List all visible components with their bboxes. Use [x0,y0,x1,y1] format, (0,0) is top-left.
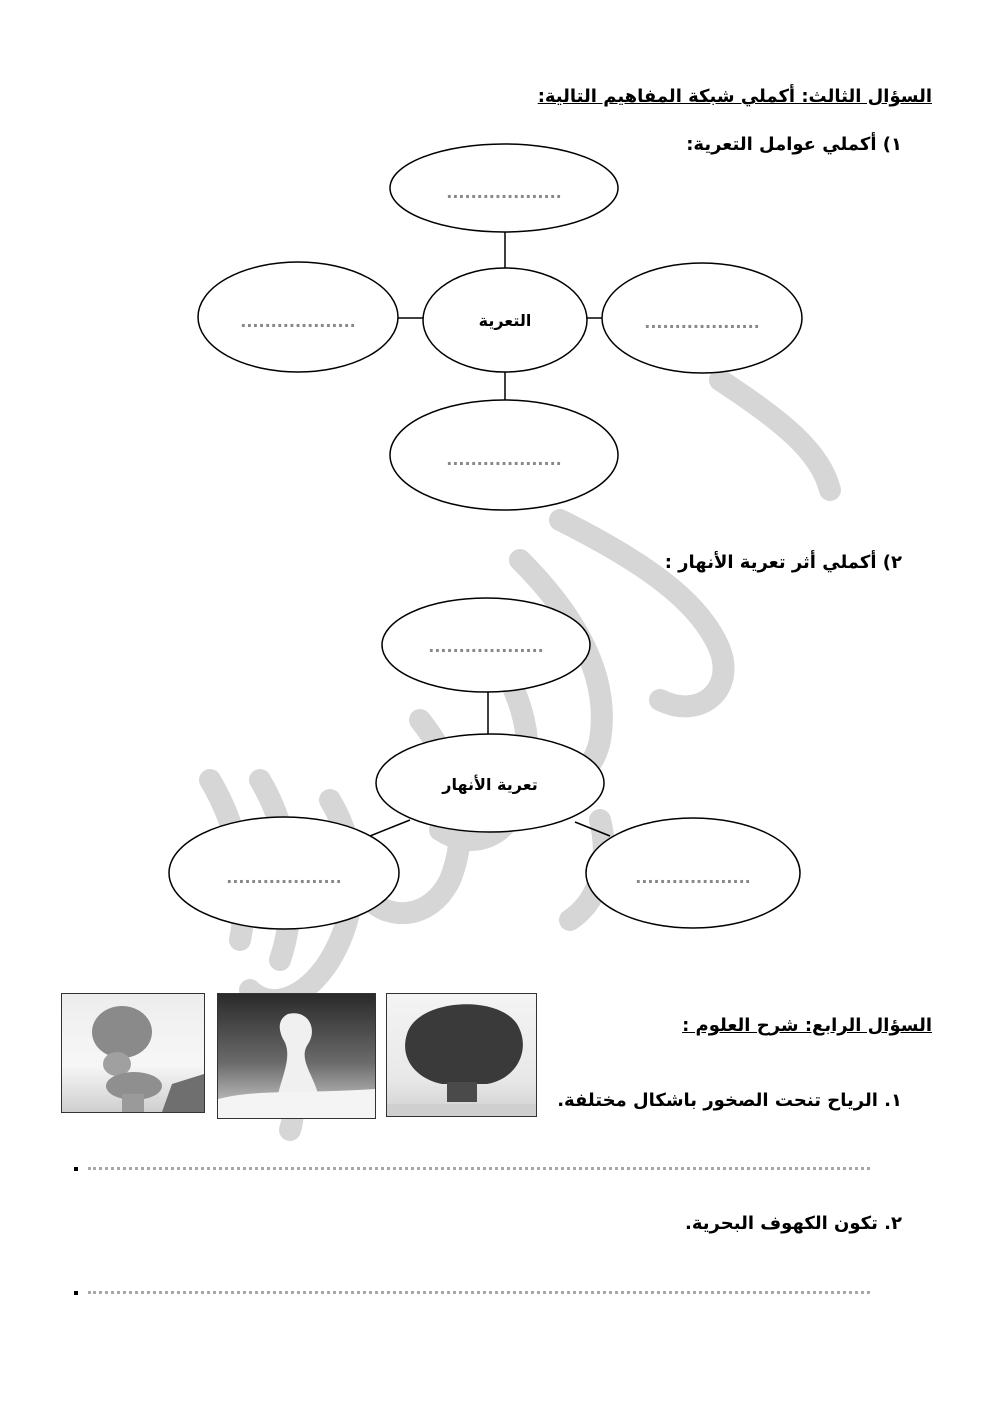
center-label-river-erosion: تعرية الأنهار [442,775,538,794]
answer-line-1-end-mark [74,1167,78,1171]
question-4-item-1: ١. الرياح تنحت الصخور باشكال مختلفة. [557,1090,902,1111]
blank-right: ................... [644,313,760,332]
blank-right-2: ................... [635,868,751,887]
answer-line-2[interactable] [88,1291,870,1294]
question-4-title: السؤال الرابع: شرح العلوم : [682,1015,932,1036]
part-2-label: ٢) أكملي أثر تعرية الأنهار : [664,552,902,573]
center-label-erosion: التعرية [478,311,532,330]
answer-line-2-end-mark [74,1291,78,1295]
blank-top-2: ................... [428,637,544,656]
blank-top: ................... [446,183,562,202]
blank-left: ................... [240,312,356,331]
blank-left-2: ................... [226,868,342,887]
question-4-item-2: ٢. تكون الكهوف البحرية. [685,1213,902,1234]
rock-photo-3 [386,993,537,1117]
answer-line-1[interactable] [88,1167,870,1170]
rock-photo-1 [61,993,205,1113]
part-1-label: ١) أكملي عوامل التعرية: [686,134,902,155]
rock-photo-2 [217,993,376,1119]
question-3-title: السؤال الثالث: أكملي شبكة المفاهيم التالية: [537,86,932,107]
blank-bottom: ................... [446,450,562,469]
